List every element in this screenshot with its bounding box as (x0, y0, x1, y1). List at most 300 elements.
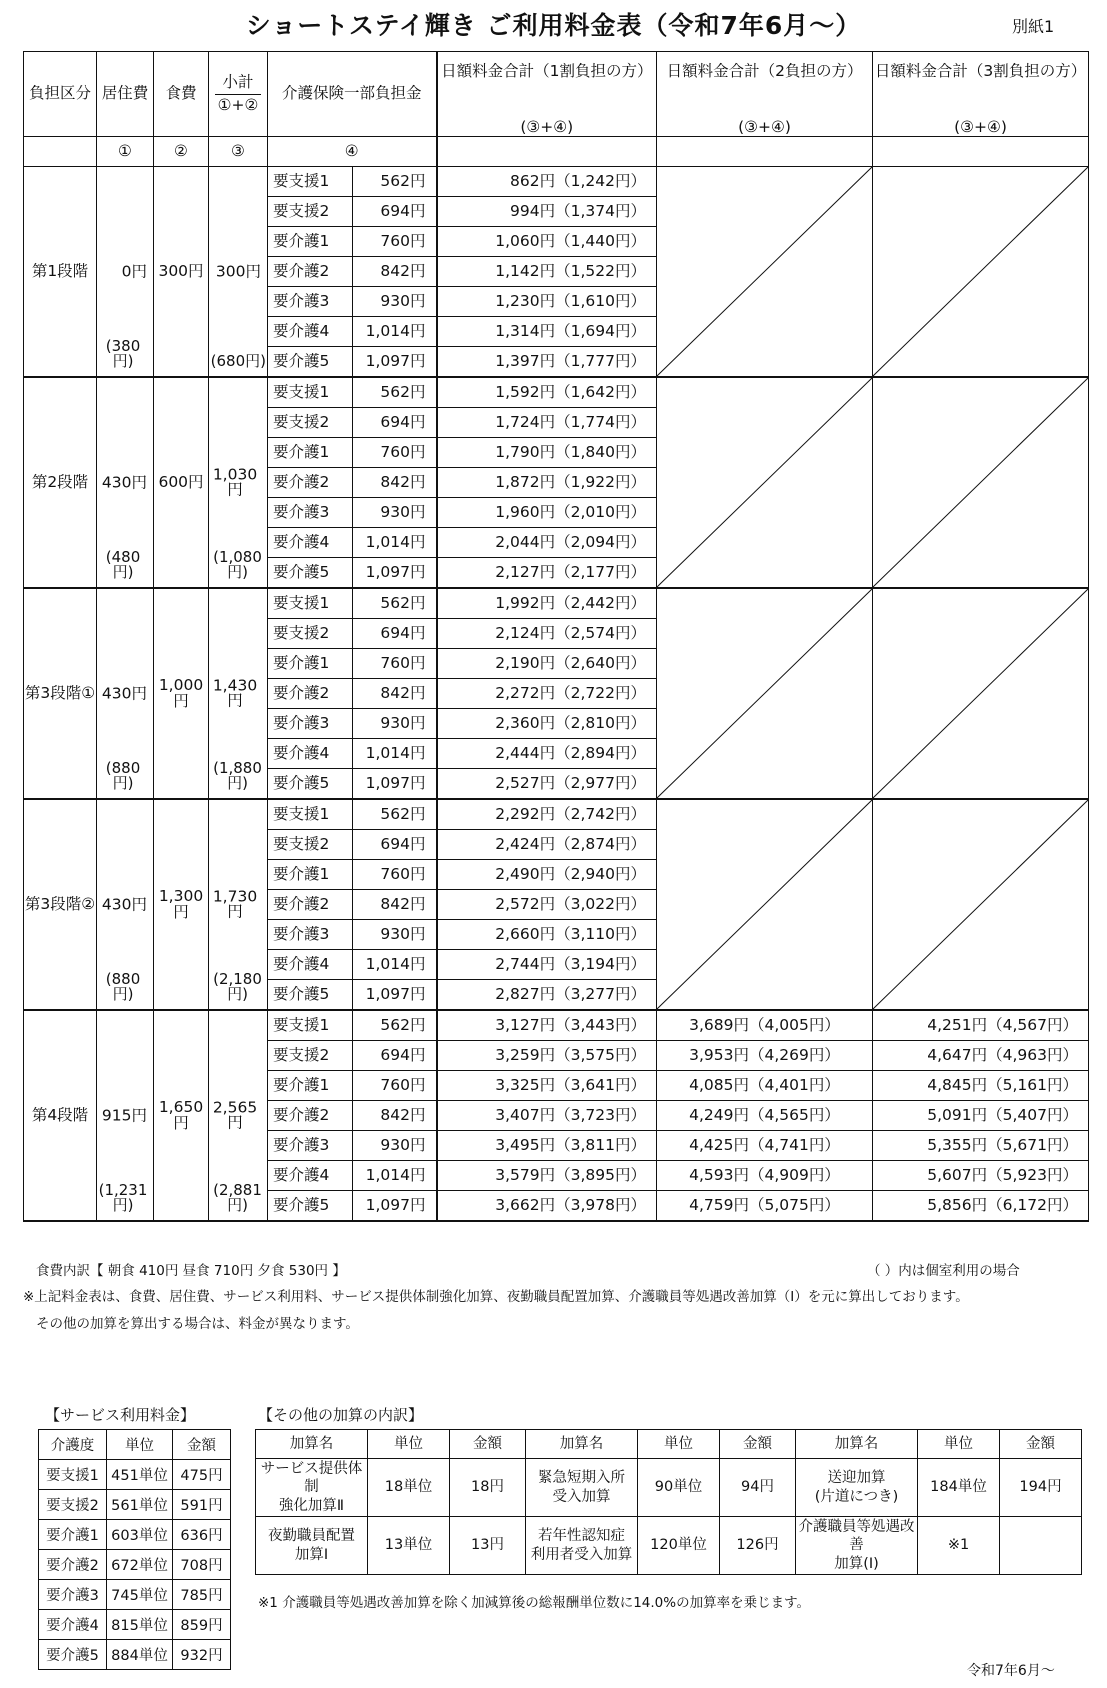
service-fee-cell: 884単位 (107, 1640, 173, 1670)
insurance-fee: 930円 (353, 920, 437, 950)
not-applicable-cell (657, 799, 873, 1010)
care-level: 要介護3 (268, 920, 353, 950)
food-fee: 1,650円 (154, 1010, 209, 1221)
care-level: 要介護4 (268, 950, 353, 980)
daily-total-1: 1,397円（1,777円） (437, 347, 657, 378)
addition-name-line: 利用者受入加算 (530, 1546, 633, 1563)
daily-total-2: 4,425円（4,741円） (657, 1131, 873, 1161)
care-level: 要介護5 (268, 347, 353, 378)
additions-header: 加算名 (796, 1430, 918, 1459)
additions-header: 単位 (368, 1430, 450, 1459)
other-additions-table (255, 1429, 1082, 1575)
residence-wrap (97, 803, 153, 1006)
daily-total-2: 4,593円（4,909円） (657, 1161, 873, 1191)
residence-fee-private: (1,231円) (98, 1181, 148, 1214)
addition-name-line: (片道につき) (814, 1488, 899, 1505)
daily-total-1: 2,360円（2,810円） (437, 709, 657, 739)
addition-name-line: 緊急短期入所 (538, 1470, 625, 1487)
service-fee-body (39, 1430, 231, 1670)
header-num2: ② (154, 137, 209, 167)
daily-total-1: 862円（1,242円） (437, 167, 657, 197)
additions-header: 金額 (720, 1430, 796, 1459)
daily1-formula: (③+④) (520, 117, 574, 136)
daily-total-1: 2,744円（3,194円） (437, 950, 657, 980)
service-fee-cell: 要介護1 (39, 1520, 107, 1550)
insurance-fee: 562円 (353, 167, 437, 197)
header-blank (657, 137, 873, 167)
fee-table-body (24, 167, 1089, 1222)
not-applicable-cell (873, 377, 1089, 588)
food-fee: 1,300円 (154, 799, 209, 1010)
addition-name-line: 受入加算 (552, 1488, 611, 1505)
care-level: 要介護4 (268, 317, 353, 347)
service-fee-cell: 932円 (173, 1640, 231, 1670)
subtotal-fee: 1,030円 (212, 465, 258, 499)
daily-total-1: 3,579円（3,895円） (437, 1161, 657, 1191)
insurance-fee: 930円 (353, 287, 437, 317)
service-fee-cell: 要介護3 (39, 1580, 107, 1610)
stage-name: 第3段階② (24, 799, 97, 1010)
daily-total-2: 3,953円（4,269円） (657, 1041, 873, 1071)
care-level: 要介護4 (268, 739, 353, 769)
diagonal-line (657, 378, 872, 587)
insurance-fee: 1,097円 (353, 769, 437, 800)
not-applicable-cell (657, 588, 873, 799)
table-header-row (256, 1430, 1082, 1459)
service-fee-cell: 591円 (173, 1490, 231, 1520)
service-fee-cell: 要介護4 (39, 1610, 107, 1640)
additions-cell (256, 1517, 368, 1575)
care-level: 要介護1 (268, 860, 353, 890)
private-room-note: （ ）内は個室利用の場合 (867, 1263, 1020, 1279)
daily-total-1: 2,292円（2,742円） (437, 799, 657, 830)
additions-footnote: ※1 介護職員等処遇改善加算を除く加減算後の総報酬単位数に14.0%の加算率を乗じます。 (258, 1595, 810, 1611)
additions-cell: ※1 (918, 1517, 1000, 1575)
additions-cell: 94円 (720, 1459, 796, 1517)
addition-name-line: 送迎加算 (827, 1470, 886, 1487)
daily-total-1: 2,490円（2,940円） (437, 860, 657, 890)
additions-cell (796, 1517, 918, 1575)
residence-fee: 430円 (101, 472, 147, 491)
additions-cell (1000, 1517, 1082, 1575)
daily-total-1: 2,527円（2,977円） (437, 769, 657, 800)
daily2-formula: (③+④) (738, 117, 791, 136)
additions-cell: 18円 (450, 1459, 526, 1517)
header-blank (873, 137, 1089, 167)
insurance-fee: 562円 (353, 799, 437, 830)
daily-total-3: 4,845円（5,161円） (873, 1071, 1089, 1101)
service-fee-cell: 603単位 (107, 1520, 173, 1550)
table-row (24, 799, 1089, 830)
service-fee-cell: 672単位 (107, 1550, 173, 1580)
stage-name: 第1段階 (24, 167, 97, 378)
insurance-fee: 562円 (353, 377, 437, 408)
addition-name-line: 夜勤職員配置 (268, 1528, 355, 1545)
residence-fee-private: (880円) (105, 970, 141, 1003)
additions-cell (796, 1459, 918, 1517)
residence-fee-private: (480円) (105, 548, 141, 581)
daily-total-1: 994円（1,374円） (437, 197, 657, 227)
insurance-fee: 694円 (353, 197, 437, 227)
header-blank (437, 137, 657, 167)
food-fee: 1,000円 (154, 588, 209, 799)
insurance-fee: 562円 (353, 588, 437, 619)
insurance-fee: 842円 (353, 1101, 437, 1131)
page-title: ショートステイ輝き ご利用料金表（令和7年6月～） (245, 11, 862, 40)
table-header-row (39, 1430, 231, 1460)
daily-total-2: 4,249円（4,565円） (657, 1101, 873, 1131)
subtotal-fee-private: (2,881円) (213, 1181, 262, 1214)
diagonal-line (657, 167, 872, 376)
diagonal-line (657, 589, 872, 798)
daily-total-1: 2,827円（3,277円） (437, 980, 657, 1011)
daily-total-1: 2,424円（2,874円） (437, 830, 657, 860)
care-level: 要支援2 (268, 408, 353, 438)
header-subtotal (209, 52, 268, 137)
insurance-fee: 842円 (353, 890, 437, 920)
insurance-fee: 1,097円 (353, 1191, 437, 1222)
residence-wrap (97, 592, 153, 795)
table-row (39, 1460, 231, 1490)
addition-name-line: 加算(Ⅰ) (834, 1555, 879, 1572)
residence-fee: 430円 (101, 894, 147, 913)
insurance-fee: 760円 (353, 227, 437, 257)
table-row (39, 1610, 231, 1640)
daily-total-1: 2,124円（2,574円） (437, 619, 657, 649)
daily2-label: 日額料金合計（2負担の方） (666, 62, 863, 80)
insurance-fee: 1,097円 (353, 347, 437, 378)
additions-header: 加算名 (526, 1430, 638, 1459)
care-level: 要支援2 (268, 619, 353, 649)
header-category: 負担区分 (24, 52, 97, 137)
additions-cell (256, 1459, 368, 1517)
subtotal-fee: 2,565円 (212, 1098, 258, 1132)
additions-header: 金額 (450, 1430, 526, 1459)
addition-name-line: 強化加算Ⅱ (278, 1497, 345, 1514)
table-row (24, 1010, 1089, 1041)
additions-cell: 120単位 (638, 1517, 720, 1575)
daily-total-3: 5,856円（6,172円） (873, 1191, 1089, 1222)
service-fee-cell: 要支援1 (39, 1460, 107, 1490)
table-row (39, 1640, 231, 1670)
table-row (256, 1459, 1082, 1517)
insurance-fee: 1,014円 (353, 1161, 437, 1191)
care-level: 要支援1 (268, 588, 353, 619)
service-fee-cell: 要介護2 (39, 1550, 107, 1580)
service-fee-header: 介護度 (39, 1430, 107, 1460)
daily1-label: 日額料金合計（1割負担の方） (441, 62, 653, 80)
insurance-fee: 694円 (353, 619, 437, 649)
insurance-fee: 760円 (353, 860, 437, 890)
subtotal-wrap (209, 803, 267, 1006)
residence-fee: 0円 (121, 261, 147, 280)
insurance-fee: 930円 (353, 498, 437, 528)
daily-total-1: 1,060円（1,440円） (437, 227, 657, 257)
subtotal-fee-private: (2,180円) (213, 970, 262, 1003)
insurance-fee: 694円 (353, 408, 437, 438)
daily-total-1: 3,662円（3,978円） (437, 1191, 657, 1222)
daily-total-1: 1,992円（2,442円） (437, 588, 657, 619)
header-daily2 (657, 52, 873, 137)
header-num3: ③ (209, 137, 268, 167)
care-level: 要介護2 (268, 1101, 353, 1131)
service-fee-cell: 636円 (173, 1520, 231, 1550)
additions-cell: 18単位 (368, 1459, 450, 1517)
insurance-fee: 760円 (353, 1071, 437, 1101)
insurance-fee: 842円 (353, 257, 437, 287)
not-applicable-cell (873, 588, 1089, 799)
service-fee-table (38, 1429, 231, 1670)
calc-note: ※上記料金表は、食費、居住費、サービス利用料、サービス提供体制強化加算、夜勤職員配置加算、介護職員等処遇改善加算（Ⅰ）を元に算出しております。 (23, 1289, 969, 1305)
additions-cell: 90単位 (638, 1459, 720, 1517)
additions-cell: 13円 (450, 1517, 526, 1575)
table-row (24, 167, 1089, 197)
care-level: 要支援2 (268, 1041, 353, 1071)
daily-total-1: 3,407円（3,723円） (437, 1101, 657, 1131)
not-applicable-cell (657, 167, 873, 378)
insurance-fee: 760円 (353, 438, 437, 468)
insurance-fee: 1,014円 (353, 739, 437, 769)
residence-cell (97, 588, 154, 799)
header-insurance: 介護保険一部負担金 (268, 52, 437, 137)
diagonal-line (657, 800, 872, 1009)
daily-total-3: 5,355円（5,671円） (873, 1131, 1089, 1161)
header-food: 食費 (154, 52, 209, 137)
care-level: 要支援2 (268, 197, 353, 227)
daily-total-1: 2,190円（2,640円） (437, 649, 657, 679)
daily-total-1: 1,592円（1,642円） (437, 377, 657, 408)
insurance-fee: 930円 (353, 1131, 437, 1161)
residence-fee: 915円 (101, 1105, 147, 1124)
stage-name: 第4段階 (24, 1010, 97, 1221)
daily-total-1: 2,044円（2,094円） (437, 528, 657, 558)
diagonal-line (873, 378, 1088, 587)
subtotal-fee-private: (680円) (210, 352, 266, 370)
additions-cell: 13単位 (368, 1517, 450, 1575)
service-fee-cell: 要介護5 (39, 1640, 107, 1670)
stage-name: 第3段階① (24, 588, 97, 799)
care-level: 要介護2 (268, 679, 353, 709)
diagonal-line (873, 800, 1088, 1009)
residence-cell (97, 377, 154, 588)
care-level: 要支援2 (268, 830, 353, 860)
not-applicable-cell (873, 167, 1089, 378)
service-fee-cell: 要支援2 (39, 1490, 107, 1520)
additions-cell: 194円 (1000, 1459, 1082, 1517)
care-level: 要介護5 (268, 558, 353, 589)
other-additions-note: その他の加算を算出する場合は、料金が異なります。 (36, 1316, 359, 1332)
insurance-fee: 930円 (353, 709, 437, 739)
care-level: 要介護5 (268, 769, 353, 800)
service-fee-cell: 451単位 (107, 1460, 173, 1490)
insurance-fee: 1,097円 (353, 980, 437, 1011)
care-level: 要支援1 (268, 799, 353, 830)
daily-total-1: 1,142円（1,522円） (437, 257, 657, 287)
insurance-fee: 1,014円 (353, 950, 437, 980)
service-fee-cell: 785円 (173, 1580, 231, 1610)
subtotal-cell (209, 167, 268, 378)
meal-breakdown: 食費内訳【 朝食 410円 昼食 710円 夕食 530円 】 (36, 1263, 346, 1279)
service-fee-header: 金額 (173, 1430, 231, 1460)
subtotal-fee: 1,730円 (212, 887, 258, 921)
table-row (39, 1550, 231, 1580)
table-row (24, 377, 1089, 408)
insurance-fee: 1,014円 (353, 528, 437, 558)
residence-wrap (97, 170, 153, 373)
not-applicable-cell (657, 377, 873, 588)
additions-header: 加算名 (256, 1430, 368, 1459)
care-level: 要介護1 (268, 1071, 353, 1101)
additions-cell: 126円 (720, 1517, 796, 1575)
other-additions-title: 【その他の加算の内訳】 (258, 1406, 424, 1424)
residence-fee: 430円 (101, 683, 147, 702)
care-level: 要介護2 (268, 890, 353, 920)
care-level: 要介護2 (268, 468, 353, 498)
subtotal-formula: ①+② (217, 95, 259, 114)
addition-name-line: サービス提供体制 (260, 1461, 363, 1496)
fee-table (23, 51, 1089, 1222)
insurance-fee: 1,014円 (353, 317, 437, 347)
subtotal-fee: 1,430円 (212, 676, 258, 710)
daily-total-1: 2,572円（3,022円） (437, 890, 657, 920)
additions-header: 単位 (918, 1430, 1000, 1459)
care-level: 要介護4 (268, 1161, 353, 1191)
daily-total-1: 1,230円（1,610円） (437, 287, 657, 317)
service-fee-cell: 475円 (173, 1460, 231, 1490)
table-row (39, 1490, 231, 1520)
residence-fee-private: (380円) (105, 337, 141, 370)
additions-cell: 184単位 (918, 1459, 1000, 1517)
daily-total-3: 4,647円（4,963円） (873, 1041, 1089, 1071)
care-level: 要介護2 (268, 257, 353, 287)
header-num4: ④ (268, 137, 437, 167)
daily-total-3: 5,607円（5,923円） (873, 1161, 1089, 1191)
care-level: 要支援1 (268, 377, 353, 408)
subtotal-label: 小計 (215, 75, 261, 95)
service-fee-title: 【サービス利用料金】 (45, 1406, 196, 1424)
insurance-fee: 562円 (353, 1010, 437, 1041)
daily-total-1: 1,790円（1,840円） (437, 438, 657, 468)
residence-cell (97, 799, 154, 1010)
daily-total-1: 2,127円（2,177円） (437, 558, 657, 589)
insurance-fee: 1,097円 (353, 558, 437, 589)
care-level: 要介護4 (268, 528, 353, 558)
care-level: 要介護1 (268, 227, 353, 257)
daily-total-1: 1,960円（2,010円） (437, 498, 657, 528)
footer-date: 令和7年6月～ (967, 1663, 1055, 1679)
additions-cell (526, 1517, 638, 1575)
subtotal-cell (209, 799, 268, 1010)
residence-wrap (97, 1014, 153, 1217)
insurance-fee: 760円 (353, 649, 437, 679)
header-residence: 居住費 (97, 52, 154, 137)
subtotal-cell (209, 377, 268, 588)
subtotal-wrap (209, 170, 267, 373)
daily-total-1: 3,259円（3,575円） (437, 1041, 657, 1071)
subtotal-cell (209, 588, 268, 799)
residence-fee-private: (880円) (105, 759, 141, 792)
daily3-formula: (③+④) (954, 117, 1007, 136)
subtotal-fee: 300円 (215, 261, 261, 280)
daily-total-3: 5,091円（5,407円） (873, 1101, 1089, 1131)
daily-total-1: 3,127円（3,443円） (437, 1010, 657, 1041)
daily-total-1: 1,314円（1,694円） (437, 317, 657, 347)
daily-total-2: 4,085円（4,401円） (657, 1071, 873, 1101)
header-blank (24, 137, 97, 167)
insurance-fee: 842円 (353, 468, 437, 498)
daily3-label: 日額料金合計（3割負担の方） (874, 62, 1087, 80)
addition-name-line: 若年性認知症 (538, 1528, 625, 1545)
care-level: 要介護3 (268, 1131, 353, 1161)
stage-name: 第2段階 (24, 377, 97, 588)
table-row (39, 1520, 231, 1550)
daily-total-1: 3,325円（3,641円） (437, 1071, 657, 1101)
insurance-fee: 842円 (353, 679, 437, 709)
attachment-label: 別紙1 (1012, 17, 1055, 36)
header-daily3 (873, 52, 1089, 137)
care-level: 要介護5 (268, 1191, 353, 1222)
care-level: 要介護5 (268, 980, 353, 1011)
care-level: 要介護1 (268, 649, 353, 679)
service-fee-cell: 745単位 (107, 1580, 173, 1610)
subtotal-wrap (209, 381, 267, 584)
residence-wrap (97, 381, 153, 584)
daily-total-1: 2,444円（2,894円） (437, 739, 657, 769)
care-level: 要介護3 (268, 498, 353, 528)
not-applicable-cell (873, 799, 1089, 1010)
addition-name-line: 介護職員等処遇改善 (798, 1519, 915, 1554)
additions-cell (526, 1459, 638, 1517)
service-fee-cell: 859円 (173, 1610, 231, 1640)
table-row (24, 588, 1089, 619)
service-fee-cell: 561単位 (107, 1490, 173, 1520)
care-level: 要支援1 (268, 167, 353, 197)
daily-total-3: 4,251円（4,567円） (873, 1010, 1089, 1041)
additions-header: 単位 (638, 1430, 720, 1459)
table-row (256, 1517, 1082, 1575)
header-daily1 (437, 52, 657, 137)
care-level: 要支援1 (268, 1010, 353, 1041)
diagonal-line (873, 167, 1088, 376)
subtotal-fee-private: (1,080円) (213, 548, 262, 581)
daily-total-1: 3,495円（3,811円） (437, 1131, 657, 1161)
service-fee-cell: 815単位 (107, 1610, 173, 1640)
care-level: 要介護3 (268, 709, 353, 739)
daily-total-1: 1,724円（1,774円） (437, 408, 657, 438)
daily-total-2: 3,689円（4,005円） (657, 1010, 873, 1041)
subtotal-fee-private: (1,880円) (213, 759, 262, 792)
service-fee-cell: 708円 (173, 1550, 231, 1580)
insurance-fee: 694円 (353, 1041, 437, 1071)
insurance-fee: 694円 (353, 830, 437, 860)
subtotal-wrap (209, 1014, 267, 1217)
care-level: 要介護3 (268, 287, 353, 317)
care-level: 要介護1 (268, 438, 353, 468)
food-fee: 600円 (154, 377, 209, 588)
service-fee-header: 単位 (107, 1430, 173, 1460)
additions-header: 金額 (1000, 1430, 1082, 1459)
subtotal-wrap (209, 592, 267, 795)
addition-name-line: 加算Ⅰ (294, 1546, 329, 1563)
food-fee: 300円 (154, 167, 209, 378)
other-additions-body (256, 1430, 1082, 1575)
subtotal-cell (209, 1010, 268, 1221)
residence-cell (97, 1010, 154, 1221)
daily-total-1: 1,872円（1,922円） (437, 468, 657, 498)
table-row (39, 1580, 231, 1610)
residence-cell (97, 167, 154, 378)
diagonal-line (873, 589, 1088, 798)
